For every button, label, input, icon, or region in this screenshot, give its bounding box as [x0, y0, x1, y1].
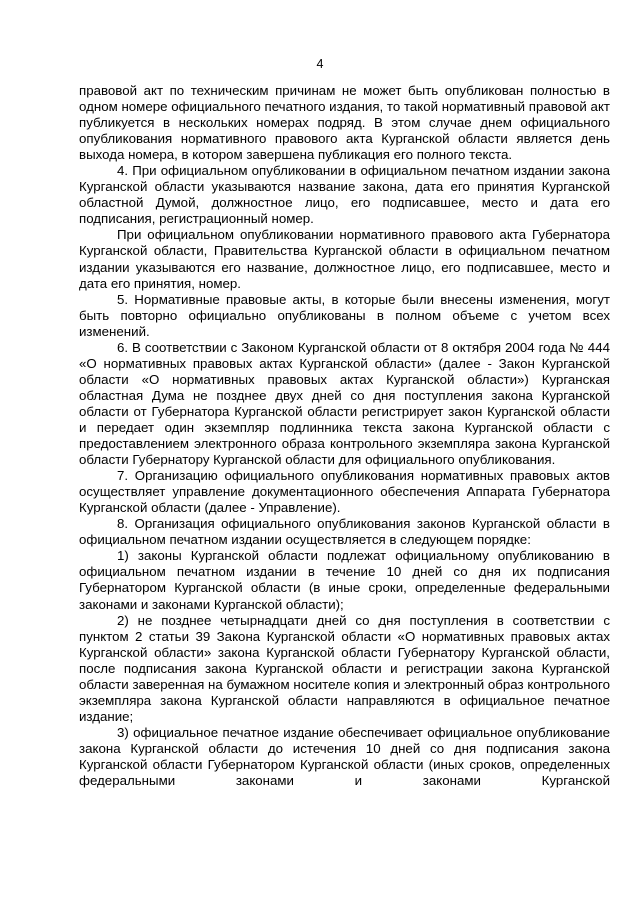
document-body	[79, 83, 610, 789]
paragraph-item-4: 4. При официальном опубликовании в официальном печатном издании закона Курганской области указываются название закона, дата его принятия Курганской областной Думой, должностное лицо, его подписавшее, место и дата его подписания, регистрационный номер.	[79, 163, 610, 227]
paragraph-continuation: правовой акт по техническим причинам не может быть опубликован полностью в одном номере официального печатного издания, то такой нормативный правовой акт публикуется в нескольких номерах подряд. В этом случае днем официального опубликования нормативного правового акта Курганской области является день выхода номера, в котором завершена публикация его полного текста.	[79, 83, 610, 163]
paragraph-governor-acts: При официальном опубликовании нормативного правового акта Губернатора Курганской области, Правительства Курганской области в официальном печатном издании указываются его название, должностное лицо, его подписавшее, место и дата его принятия, номер.	[79, 227, 610, 291]
paragraph-item-6: 6. В соответствии с Законом Курганской области от 8 октября 2004 года № 444 «О нормативных правовых актах Курганской области» (далее - Закон Курганской области «О нормативных правовых актах Курганской области») Курганская областная Дума не позднее двух дней со дня поступления закона Курганской области от Губернатора Курганской области регистрирует закон Курганской области и передает один экземпляр подлинника текста закона Курганской области с предоставлением электронного образа контрольного экземпляра закона Курганской области Губернатору Курганской области для официального опубликования.	[79, 339, 610, 468]
page-number: 4	[316, 57, 324, 71]
paragraph-item-5: 5. Нормативные правовые акты, в которые были внесены изменения, могут быть повторно официально опубликованы в полном объеме с учетом всех изменений.	[79, 291, 610, 339]
paragraph-subitem-3: 3) официальное печатное издание обеспечивает официальное опубликование закона Курганской области до истечения 10 дней со дня подписания закона Курганской области Губернатором Курганской области (иных сроков, определенных федеральными законами и законами Курганской	[79, 724, 610, 789]
paragraph-subitem-2: 2) не позднее четырнадцати дней со дня поступления в соответствии с пунктом 2 статьи 39 Закона Курганской области «О нормативных правовых актах Курганской области» закона Курганской области Губернатору Курганской области, после подписания закона Курганской области и регистрации закона Курганской области заверенная на бумажном носителе копия и электронный образ контрольного экземпляра закона Курганской области направляются в официальное печатное издание;	[79, 612, 610, 724]
paragraph-item-8: 8. Организация официального опубликования законов Курганской области в официальном печатном издании осуществляется в следующем порядке:	[79, 516, 610, 548]
paragraph-item-7: 7. Организацию официального опубликования нормативных правовых актов осуществляет управление документационного обеспечения Аппарата Губернатора Курганской области (далее - Управление).	[79, 468, 610, 516]
paragraph-subitem-1: 1) законы Курганской области подлежат официальному опубликованию в официальном печатном издании в течение 10 дней со дня их подписания Губернатором Курганской области (в иные сроки, определенные федеральными законами и законами Курганской области);	[79, 548, 610, 612]
